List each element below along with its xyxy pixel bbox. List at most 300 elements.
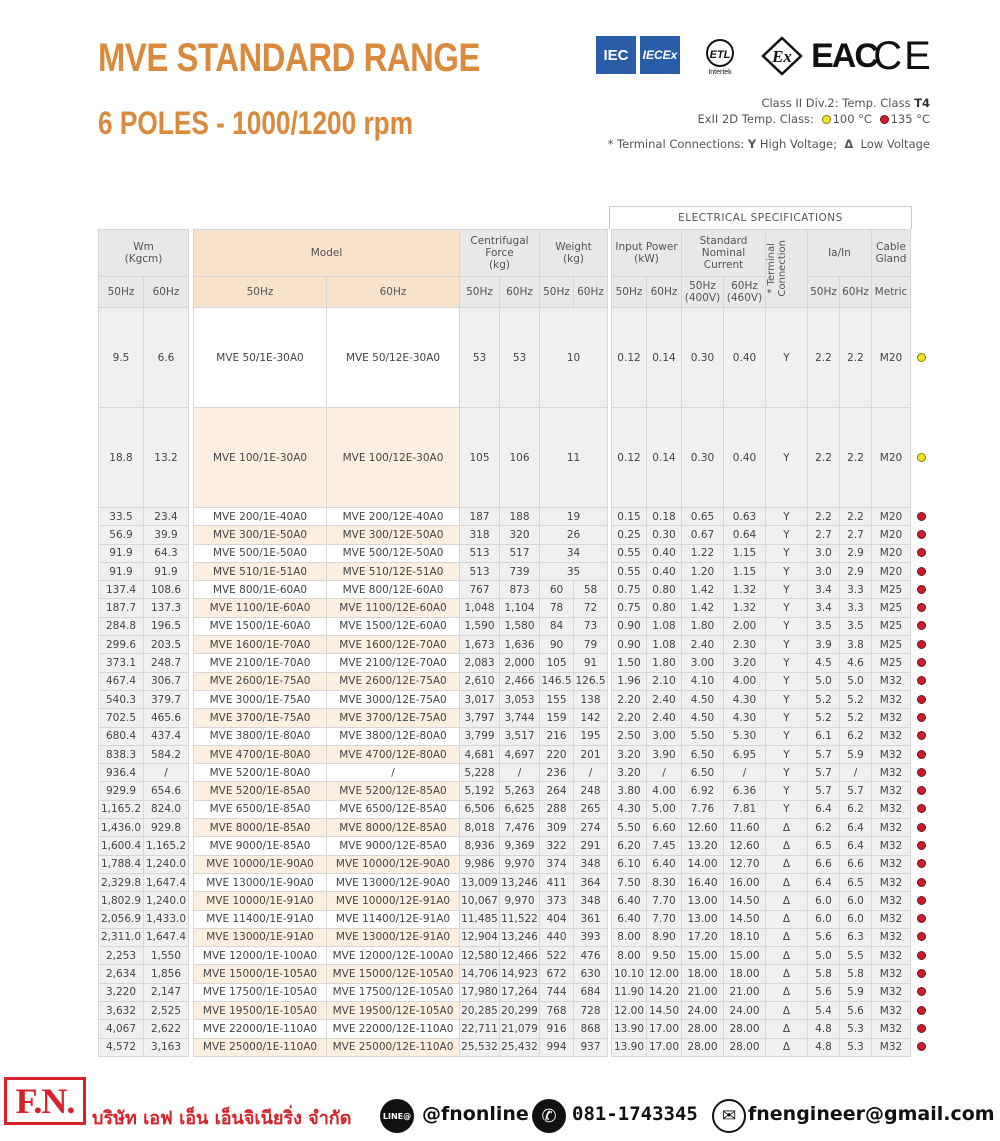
cable-gland-cell: M25 bbox=[872, 654, 911, 672]
wm-50hz-cell: 9.5 bbox=[99, 308, 144, 408]
terminal-cell: Δ bbox=[766, 965, 808, 983]
wm-50hz-cell: 91.9 bbox=[99, 562, 144, 580]
model-60hz-cell: MVE 17500/12E-105A0 bbox=[327, 983, 460, 1001]
wm-60hz-cell: 108.6 bbox=[144, 581, 189, 599]
current-60hz-cell: / bbox=[724, 764, 766, 782]
red-dot-icon bbox=[917, 969, 926, 978]
temp-class-cell bbox=[911, 983, 933, 1001]
wm-60hz-cell: 1,433.0 bbox=[144, 910, 189, 928]
model-50hz-cell: MVE 17500/1E-105A0 bbox=[194, 983, 327, 1001]
table-row bbox=[99, 408, 933, 508]
ia-60hz-cell: 3.5 bbox=[840, 617, 872, 635]
weight-cell: 10 bbox=[540, 308, 608, 408]
weight-60hz-cell: 138 bbox=[574, 690, 608, 708]
wm-header: Wm (Kgcm) bbox=[99, 230, 189, 277]
terminal-cell: Δ bbox=[766, 1002, 808, 1020]
weight-60hz-cell: 630 bbox=[574, 965, 608, 983]
cf-50hz-cell: 2,083 bbox=[460, 654, 500, 672]
power-50hz-cell: 13.90 bbox=[612, 1038, 647, 1056]
power-60hz-cell: 9.50 bbox=[647, 947, 682, 965]
terminal-cell: Y bbox=[766, 672, 808, 690]
electrical-specifications-header: ELECTRICAL SPECIFICATIONS bbox=[609, 206, 912, 229]
model-50hz-cell: MVE 4700/1E-80A0 bbox=[194, 745, 327, 763]
red-dot-icon bbox=[917, 548, 926, 557]
iecex-logo: IECEx bbox=[640, 36, 680, 74]
wm-50hz-cell: 1,788.4 bbox=[99, 855, 144, 873]
cf-60hz-cell: 21,079 bbox=[500, 1020, 540, 1038]
red-dot-icon bbox=[917, 713, 926, 722]
wm-50hz-cell: 936.4 bbox=[99, 764, 144, 782]
cf-50hz-cell: 10,067 bbox=[460, 892, 500, 910]
table-row bbox=[99, 308, 933, 408]
cf-60hz-cell: 1,580 bbox=[500, 617, 540, 635]
red-dot-icon bbox=[917, 786, 926, 795]
model-60hz-cell: MVE 500/12E-50A0 bbox=[327, 544, 460, 562]
cable-gland-cell: M25 bbox=[872, 636, 911, 654]
weight-50hz-cell: 994 bbox=[540, 1038, 574, 1056]
current-60hz-cell: 4.30 bbox=[724, 690, 766, 708]
model-50hz-cell: MVE 6500/1E-85A0 bbox=[194, 800, 327, 818]
cf-60hz-header: 60Hz bbox=[500, 277, 540, 308]
weight-60hz-cell: 361 bbox=[574, 910, 608, 928]
weight-50hz-cell: 264 bbox=[540, 782, 574, 800]
model-50hz-cell: MVE 3000/1E-75A0 bbox=[194, 690, 327, 708]
weight-50hz-cell: 216 bbox=[540, 727, 574, 745]
terminal-cell: Δ bbox=[766, 873, 808, 891]
table-row bbox=[99, 800, 933, 818]
power-50hz-cell: 0.90 bbox=[612, 636, 647, 654]
cf-50hz-cell: 14,706 bbox=[460, 965, 500, 983]
power-50hz-cell: 0.12 bbox=[612, 308, 647, 408]
terminal-cell: Y bbox=[766, 690, 808, 708]
current-60hz-header: 60Hz (460V) bbox=[724, 277, 766, 308]
model-50hz-cell: MVE 10000/1E-91A0 bbox=[194, 892, 327, 910]
input-power-header: Input Power (kW) bbox=[612, 230, 682, 277]
current-50hz-cell: 3.00 bbox=[682, 654, 724, 672]
wm-50hz-cell: 33.5 bbox=[99, 508, 144, 526]
weight-60hz-cell: 91 bbox=[574, 654, 608, 672]
power-50hz-cell: 0.55 bbox=[612, 562, 647, 580]
weight-50hz-cell: 373 bbox=[540, 892, 574, 910]
temp-class-cell bbox=[911, 562, 933, 580]
wm-60hz-cell: / bbox=[144, 764, 189, 782]
ia-60hz-cell: 5.0 bbox=[840, 672, 872, 690]
cable-gland-cell: M32 bbox=[872, 873, 911, 891]
ia-50hz-cell: 5.7 bbox=[808, 782, 840, 800]
model-60hz-cell: MVE 800/12E-60A0 bbox=[327, 581, 460, 599]
ia-60hz-cell: 6.4 bbox=[840, 837, 872, 855]
current-50hz-cell: 6.92 bbox=[682, 782, 724, 800]
current-50hz-header: 50Hz (400V) bbox=[682, 277, 724, 308]
terminal-cell: Y bbox=[766, 764, 808, 782]
cf-50hz-cell: 1,048 bbox=[460, 599, 500, 617]
cf-60hz-cell: 188 bbox=[500, 508, 540, 526]
model-50hz-cell: MVE 200/1E-40A0 bbox=[194, 508, 327, 526]
ia-60hz-cell: 2.2 bbox=[840, 308, 872, 408]
model-50hz-cell: MVE 5200/1E-80A0 bbox=[194, 764, 327, 782]
ia-50hz-cell: 2.2 bbox=[808, 508, 840, 526]
model-60hz-cell: MVE 4700/12E-80A0 bbox=[327, 745, 460, 763]
model-50hz-cell: MVE 19500/1E-105A0 bbox=[194, 1002, 327, 1020]
cable-gland-cell: M32 bbox=[872, 800, 911, 818]
cable-gland-cell: M32 bbox=[872, 764, 911, 782]
terminal-cell: Δ bbox=[766, 1038, 808, 1056]
metric-header: Metric bbox=[872, 277, 911, 308]
weight-50hz-cell: 916 bbox=[540, 1020, 574, 1038]
weight-60hz-cell: 393 bbox=[574, 928, 608, 946]
cf-60hz-cell: 9,970 bbox=[500, 892, 540, 910]
model-60hz-cell: / bbox=[327, 764, 460, 782]
model-60hz-cell: MVE 300/12E-50A0 bbox=[327, 526, 460, 544]
cable-gland-cell: M32 bbox=[872, 727, 911, 745]
power-50hz-cell: 12.00 bbox=[612, 1002, 647, 1020]
weight-50hz-cell: 90 bbox=[540, 636, 574, 654]
weight-50hz-cell: 440 bbox=[540, 928, 574, 946]
table-row bbox=[99, 819, 933, 837]
ia-60hz-cell: 2.7 bbox=[840, 526, 872, 544]
power-50hz-cell: 4.30 bbox=[612, 800, 647, 818]
weight-60hz-cell: 72 bbox=[574, 599, 608, 617]
temp-class-cell bbox=[911, 855, 933, 873]
wm-60hz-cell: 13.2 bbox=[144, 408, 189, 508]
wm-50hz-cell: 1,600.4 bbox=[99, 837, 144, 855]
model-60hz-cell: MVE 19500/12E-105A0 bbox=[327, 1002, 460, 1020]
current-50hz-cell: 6.50 bbox=[682, 745, 724, 763]
ia-in-header: Ia/In bbox=[808, 230, 872, 277]
wm-60hz-cell: 1,240.0 bbox=[144, 892, 189, 910]
power-60hz-cell: 6.60 bbox=[647, 819, 682, 837]
cable-gland-cell: M32 bbox=[872, 983, 911, 1001]
current-50hz-cell: 18.00 bbox=[682, 965, 724, 983]
spec-table bbox=[98, 229, 933, 1057]
weight-cell: 34 bbox=[540, 544, 608, 562]
weight-60hz-header: 60Hz bbox=[574, 277, 608, 308]
cable-gland-cell: M32 bbox=[872, 965, 911, 983]
table-row bbox=[99, 727, 933, 745]
ia-50hz-cell: 2.7 bbox=[808, 526, 840, 544]
cf-60hz-cell: 2,466 bbox=[500, 672, 540, 690]
power-60hz-cell: 7.70 bbox=[647, 892, 682, 910]
current-50hz-cell: 1.80 bbox=[682, 617, 724, 635]
model-60hz-cell: MVE 11400/12E-91A0 bbox=[327, 910, 460, 928]
current-60hz-cell: 0.40 bbox=[724, 408, 766, 508]
ia-60hz-cell: 5.8 bbox=[840, 965, 872, 983]
current-50hz-cell: 2.40 bbox=[682, 636, 724, 654]
ia-60hz-cell: 5.3 bbox=[840, 1020, 872, 1038]
current-60hz-cell: 2.30 bbox=[724, 636, 766, 654]
current-50hz-cell: 15.00 bbox=[682, 947, 724, 965]
ia-50hz-cell: 4.5 bbox=[808, 654, 840, 672]
terminal-cell: Y bbox=[766, 526, 808, 544]
current-60hz-cell: 2.00 bbox=[724, 617, 766, 635]
power-60hz-cell: 0.40 bbox=[647, 544, 682, 562]
model-header: Model bbox=[194, 230, 460, 277]
power-50hz-cell: 8.00 bbox=[612, 928, 647, 946]
red-dot-icon bbox=[917, 878, 926, 887]
temp-class-cell bbox=[911, 508, 933, 526]
model-50hz-cell: MVE 300/1E-50A0 bbox=[194, 526, 327, 544]
weight-60hz-cell: 476 bbox=[574, 947, 608, 965]
power-60hz-cell: 8.30 bbox=[647, 873, 682, 891]
model-50hz-cell: MVE 50/1E-30A0 bbox=[194, 308, 327, 408]
current-50hz-cell: 16.40 bbox=[682, 873, 724, 891]
cf-50hz-cell: 17,980 bbox=[460, 983, 500, 1001]
model-60hz-cell: MVE 100/12E-30A0 bbox=[327, 408, 460, 508]
model-50hz-cell: MVE 2100/1E-70A0 bbox=[194, 654, 327, 672]
cf-50hz-cell: 9,986 bbox=[460, 855, 500, 873]
current-60hz-cell: 3.20 bbox=[724, 654, 766, 672]
ia-50hz-cell: 5.0 bbox=[808, 947, 840, 965]
svg-text:ETL: ETL bbox=[709, 49, 731, 61]
weight-50hz-cell: 236 bbox=[540, 764, 574, 782]
table-row bbox=[99, 947, 933, 965]
cf-50hz-cell: 8,936 bbox=[460, 837, 500, 855]
temp-class-cell bbox=[911, 654, 933, 672]
cable-gland-cell: M32 bbox=[872, 928, 911, 946]
red-dot-icon bbox=[917, 567, 926, 576]
temp-class-cell bbox=[911, 764, 933, 782]
model-50hz-cell: MVE 10000/1E-90A0 bbox=[194, 855, 327, 873]
cf-60hz-cell: / bbox=[500, 764, 540, 782]
power-60hz-cell: 8.90 bbox=[647, 928, 682, 946]
weight-50hz-cell: 288 bbox=[540, 800, 574, 818]
model-60hz-cell: MVE 10000/12E-91A0 bbox=[327, 892, 460, 910]
model-60hz-cell: MVE 10000/12E-90A0 bbox=[327, 855, 460, 873]
cf-60hz-cell: 53 bbox=[500, 308, 540, 408]
terminal-cell: Δ bbox=[766, 819, 808, 837]
wm-60hz-cell: 64.3 bbox=[144, 544, 189, 562]
cable-gland-cell: M20 bbox=[872, 526, 911, 544]
current-60hz-cell: 4.30 bbox=[724, 709, 766, 727]
table-row bbox=[99, 672, 933, 690]
model-50hz-cell: MVE 5200/1E-85A0 bbox=[194, 782, 327, 800]
current-50hz-cell: 13.20 bbox=[682, 837, 724, 855]
cable-gland-cell: M32 bbox=[872, 672, 911, 690]
ia-50hz-cell: 5.2 bbox=[808, 690, 840, 708]
current-50hz-cell: 1.42 bbox=[682, 599, 724, 617]
current-60hz-cell: 6.36 bbox=[724, 782, 766, 800]
terminal-cell: Y bbox=[766, 727, 808, 745]
power-60hz-cell: 6.40 bbox=[647, 855, 682, 873]
weight-60hz-cell: 348 bbox=[574, 892, 608, 910]
model-50hz-cell: MVE 25000/1E-110A0 bbox=[194, 1038, 327, 1056]
cf-60hz-cell: 6,625 bbox=[500, 800, 540, 818]
cable-gland-cell: M20 bbox=[872, 544, 911, 562]
yellow-dot-icon bbox=[917, 353, 926, 362]
model-60hz-cell: MVE 8000/12E-85A0 bbox=[327, 819, 460, 837]
model-60hz-cell: MVE 25000/12E-110A0 bbox=[327, 1038, 460, 1056]
model-50hz-cell: MVE 22000/1E-110A0 bbox=[194, 1020, 327, 1038]
weight-60hz-cell: 868 bbox=[574, 1020, 608, 1038]
cable-gland-cell: M20 bbox=[872, 508, 911, 526]
model-60hz-cell: MVE 510/12E-51A0 bbox=[327, 562, 460, 580]
wm-60hz-cell: 203.5 bbox=[144, 636, 189, 654]
cf-60hz-cell: 7,476 bbox=[500, 819, 540, 837]
temperature-class-info bbox=[697, 95, 930, 127]
certification-logos bbox=[596, 33, 933, 78]
cf-60hz-cell: 2,000 bbox=[500, 654, 540, 672]
cf-60hz-cell: 17,264 bbox=[500, 983, 540, 1001]
wm-60hz-cell: 465.6 bbox=[144, 709, 189, 727]
weight-cell: 35 bbox=[540, 562, 608, 580]
cf-50hz-cell: 11,485 bbox=[460, 910, 500, 928]
model-60hz-cell: MVE 50/12E-30A0 bbox=[327, 308, 460, 408]
ia-60hz-cell: 5.2 bbox=[840, 709, 872, 727]
red-dot-icon bbox=[917, 676, 926, 685]
cable-gland-cell: M32 bbox=[872, 690, 911, 708]
cf-50hz-cell: 1,590 bbox=[460, 617, 500, 635]
cable-gland-header: Cable Gland bbox=[872, 230, 911, 277]
wm-60hz-cell: 1,647.4 bbox=[144, 928, 189, 946]
weight-60hz-cell: 364 bbox=[574, 873, 608, 891]
phone-icon: ✆ bbox=[532, 1099, 566, 1133]
wm-60hz-cell: 1,165.2 bbox=[144, 837, 189, 855]
ia-60hz-cell: 3.8 bbox=[840, 636, 872, 654]
wm-60hz-cell: 6.6 bbox=[144, 308, 189, 408]
cable-gland-cell: M25 bbox=[872, 581, 911, 599]
cable-gland-cell: M32 bbox=[872, 837, 911, 855]
terminal-cell: Δ bbox=[766, 947, 808, 965]
power-50hz-cell: 0.90 bbox=[612, 617, 647, 635]
wm-60hz-cell: 1,240.0 bbox=[144, 855, 189, 873]
cf-60hz-cell: 14,923 bbox=[500, 965, 540, 983]
weight-cell: 26 bbox=[540, 526, 608, 544]
ia-50hz-cell: 5.7 bbox=[808, 764, 840, 782]
temp-class-cell bbox=[911, 727, 933, 745]
current-50hz-cell: 28.00 bbox=[682, 1020, 724, 1038]
temp-class-cell bbox=[911, 308, 933, 408]
wm-60hz-cell: 196.5 bbox=[144, 617, 189, 635]
email-link[interactable]: fnengineer@gmail.com bbox=[748, 1103, 995, 1125]
current-50hz-cell: 28.00 bbox=[682, 1038, 724, 1056]
current-50hz-cell: 12.60 bbox=[682, 819, 724, 837]
temp-class-cell bbox=[911, 709, 933, 727]
phone-number[interactable]: 081-1743345 bbox=[572, 1103, 698, 1125]
cable-gland-cell: M25 bbox=[872, 599, 911, 617]
weight-60hz-cell: 265 bbox=[574, 800, 608, 818]
current-50hz-cell: 17.20 bbox=[682, 928, 724, 946]
power-50hz-cell: 3.80 bbox=[612, 782, 647, 800]
power-50hz-cell: 10.10 bbox=[612, 965, 647, 983]
weight-cell: 19 bbox=[540, 508, 608, 526]
cf-50hz-cell: 318 bbox=[460, 526, 500, 544]
cf-60hz-cell: 13,246 bbox=[500, 928, 540, 946]
cf-50hz-cell: 12,580 bbox=[460, 947, 500, 965]
cable-gland-cell: M32 bbox=[872, 910, 911, 928]
current-60hz-cell: 1.15 bbox=[724, 562, 766, 580]
power-50hz-cell: 0.15 bbox=[612, 508, 647, 526]
ia-50hz-cell: 3.0 bbox=[808, 562, 840, 580]
cf-50hz-cell: 6,506 bbox=[460, 800, 500, 818]
power-60hz-cell: 2.40 bbox=[647, 690, 682, 708]
cf-50hz-cell: 513 bbox=[460, 562, 500, 580]
current-60hz-cell: 24.00 bbox=[724, 1002, 766, 1020]
power-60hz-cell: 0.14 bbox=[647, 408, 682, 508]
red-dot-icon bbox=[917, 841, 926, 850]
cf-60hz-cell: 1,104 bbox=[500, 599, 540, 617]
model-60hz-cell: MVE 1600/12E-70A0 bbox=[327, 636, 460, 654]
current-50hz-cell: 4.50 bbox=[682, 690, 724, 708]
temp-class-cell bbox=[911, 837, 933, 855]
red-dot-icon bbox=[917, 530, 926, 539]
fn-logo: F.N. bbox=[4, 1077, 86, 1125]
wm-50hz-cell: 680.4 bbox=[99, 727, 144, 745]
terminal-cell: Y bbox=[766, 562, 808, 580]
red-dot-icon bbox=[917, 621, 926, 630]
power-60hz-cell: 1.08 bbox=[647, 636, 682, 654]
power-60hz-cell: / bbox=[647, 764, 682, 782]
wm-60hz-cell: 584.2 bbox=[144, 745, 189, 763]
ia-60hz-cell: 5.2 bbox=[840, 690, 872, 708]
ia-60hz-cell: 6.2 bbox=[840, 727, 872, 745]
model-50hz-cell: MVE 500/1E-50A0 bbox=[194, 544, 327, 562]
power-60hz-cell: 2.40 bbox=[647, 709, 682, 727]
ia-50hz-cell: 3.0 bbox=[808, 544, 840, 562]
ia-50hz-header: 50Hz bbox=[808, 277, 840, 308]
table-row bbox=[99, 544, 933, 562]
table-row bbox=[99, 599, 933, 617]
cf-50hz-cell: 187 bbox=[460, 508, 500, 526]
red-dot-icon bbox=[917, 585, 926, 594]
weight-50hz-cell: 105 bbox=[540, 654, 574, 672]
cable-gland-cell: M20 bbox=[872, 562, 911, 580]
red-dot-icon bbox=[917, 987, 926, 996]
red-dot-icon bbox=[917, 640, 926, 649]
table-row bbox=[99, 928, 933, 946]
cf-60hz-cell: 11,522 bbox=[500, 910, 540, 928]
cable-gland-cell: M32 bbox=[872, 947, 911, 965]
power-50hz-cell: 0.12 bbox=[612, 408, 647, 508]
cable-gland-cell: M32 bbox=[872, 1020, 911, 1038]
weight-60hz-cell: 728 bbox=[574, 1002, 608, 1020]
wm-50hz-cell: 284.8 bbox=[99, 617, 144, 635]
cf-50hz-header: 50Hz bbox=[460, 277, 500, 308]
weight-60hz-cell: 248 bbox=[574, 782, 608, 800]
ia-60hz-cell: 2.9 bbox=[840, 562, 872, 580]
nominal-current-header: Standard Nominal Current bbox=[682, 230, 766, 277]
terminal-cell: Y bbox=[766, 308, 808, 408]
current-50hz-cell: 0.65 bbox=[682, 508, 724, 526]
model-60hz-cell: MVE 3000/12E-75A0 bbox=[327, 690, 460, 708]
ia-50hz-cell: 3.4 bbox=[808, 599, 840, 617]
power-60hz-cell: 14.50 bbox=[647, 1002, 682, 1020]
wm-50hz-cell: 1,165.2 bbox=[99, 800, 144, 818]
red-dot-icon bbox=[917, 731, 926, 740]
power-50hz-cell: 8.00 bbox=[612, 947, 647, 965]
power-60hz-cell: 0.80 bbox=[647, 599, 682, 617]
terminal-cell: Y bbox=[766, 782, 808, 800]
svg-text:Intertek: Intertek bbox=[708, 69, 732, 76]
wm-50hz-cell: 4,572 bbox=[99, 1038, 144, 1056]
wm-60hz-cell: 654.6 bbox=[144, 782, 189, 800]
table-row bbox=[99, 910, 933, 928]
weight-cell: 11 bbox=[540, 408, 608, 508]
power-50hz-cell: 7.50 bbox=[612, 873, 647, 891]
wm-50hz-cell: 929.9 bbox=[99, 782, 144, 800]
line-id[interactable]: @fnonline bbox=[422, 1103, 529, 1125]
table-row bbox=[99, 654, 933, 672]
current-50hz-cell: 14.00 bbox=[682, 855, 724, 873]
weight-60hz-cell: 348 bbox=[574, 855, 608, 873]
cf-50hz-cell: 513 bbox=[460, 544, 500, 562]
wm-60hz-cell: 437.4 bbox=[144, 727, 189, 745]
weight-50hz-cell: 374 bbox=[540, 855, 574, 873]
centrifugal-force-header: Centrifugal Force (kg) bbox=[460, 230, 540, 277]
ia-60hz-cell: 6.2 bbox=[840, 800, 872, 818]
ia-60hz-cell: 2.2 bbox=[840, 408, 872, 508]
weight-50hz-cell: 404 bbox=[540, 910, 574, 928]
cf-50hz-cell: 3,799 bbox=[460, 727, 500, 745]
